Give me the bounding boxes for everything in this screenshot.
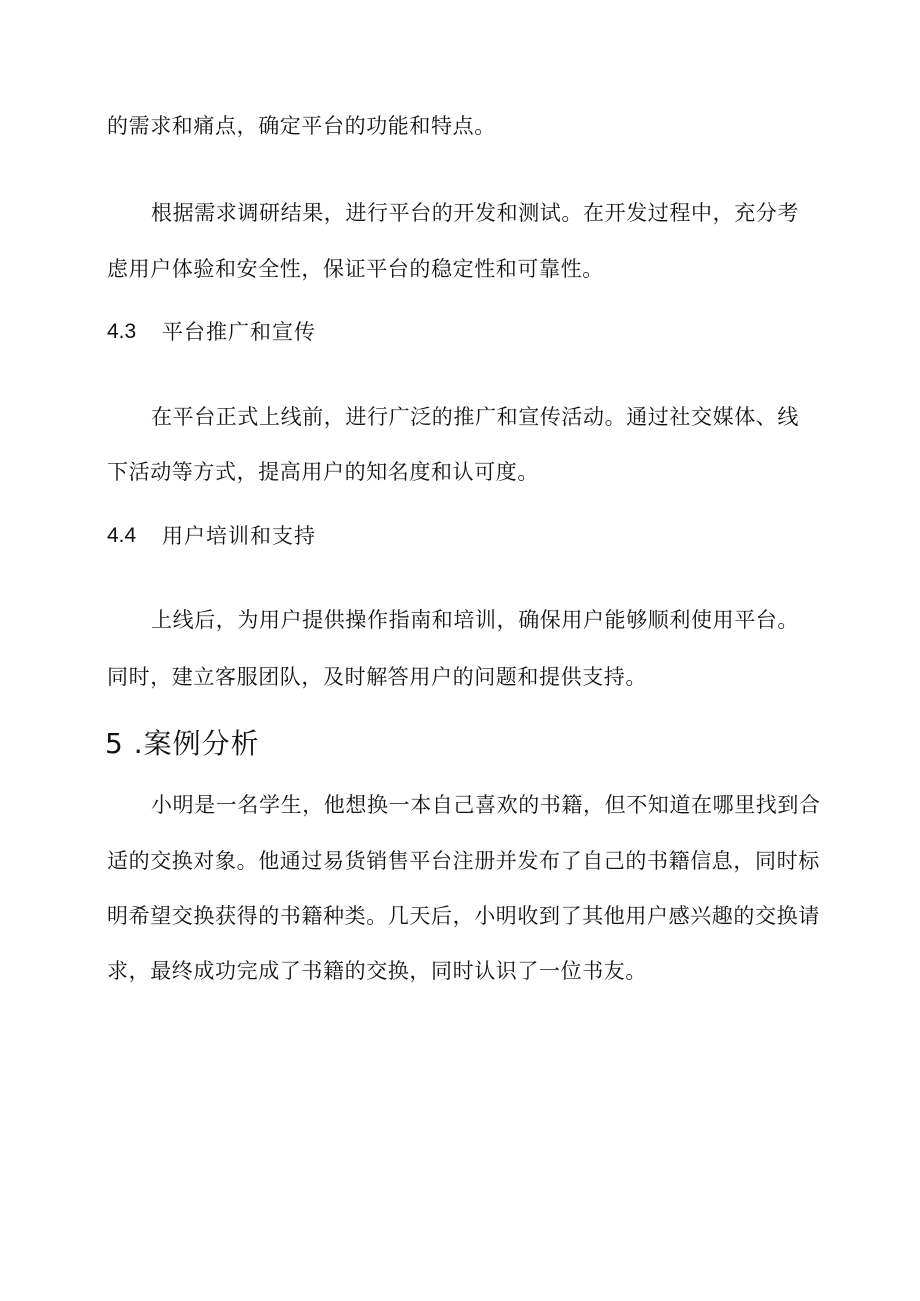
heading-title: 平台推广和宣传 <box>162 320 316 344</box>
section-heading-5: 5 .案例分析 <box>105 727 260 760</box>
paragraph-line: 小明是一名学生，他想换一本自己喜欢的书籍，但不知道在哪里找到合 <box>151 793 821 817</box>
paragraph-line: 下活动等方式，提高用户的知名度和认可度。 <box>107 460 539 484</box>
heading-number: 4.4 <box>107 524 137 547</box>
paragraph-line: 虑用户体验和安全性，保证平台的稳定性和可靠性。 <box>107 257 604 281</box>
paragraph-line: 的需求和痛点，确定平台的功能和特点。 <box>107 114 496 138</box>
paragraph-line: 根据需求调研结果，进行平台的开发和测试。在开发过程中，充分考 <box>151 201 799 225</box>
paragraph-line: 明希望交换获得的书籍种类。几天后，小明收到了其他用户感兴趣的交换请 <box>107 904 820 928</box>
heading-number: 4.3 <box>107 320 137 343</box>
paragraph-line: 在平台正式上线前，进行广泛的推广和宣传活动。通过社交媒体、线 <box>151 405 799 429</box>
paragraph-line: 适的交换对象。他通过易货销售平台注册并发布了自己的书籍信息，同时标 <box>107 849 820 873</box>
paragraph-line: 求，最终成功完成了书籍的交换，同时认识了一位书友。 <box>107 959 647 983</box>
paragraph-line: 同时，建立客服团队，及时解答用户的问题和提供支持。 <box>107 665 647 689</box>
paragraph-line: 上线后，为用户提供操作指南和培训，确保用户能够顺利使用平台。 <box>151 608 799 632</box>
heading-title: 用户培训和支持 <box>162 524 316 548</box>
